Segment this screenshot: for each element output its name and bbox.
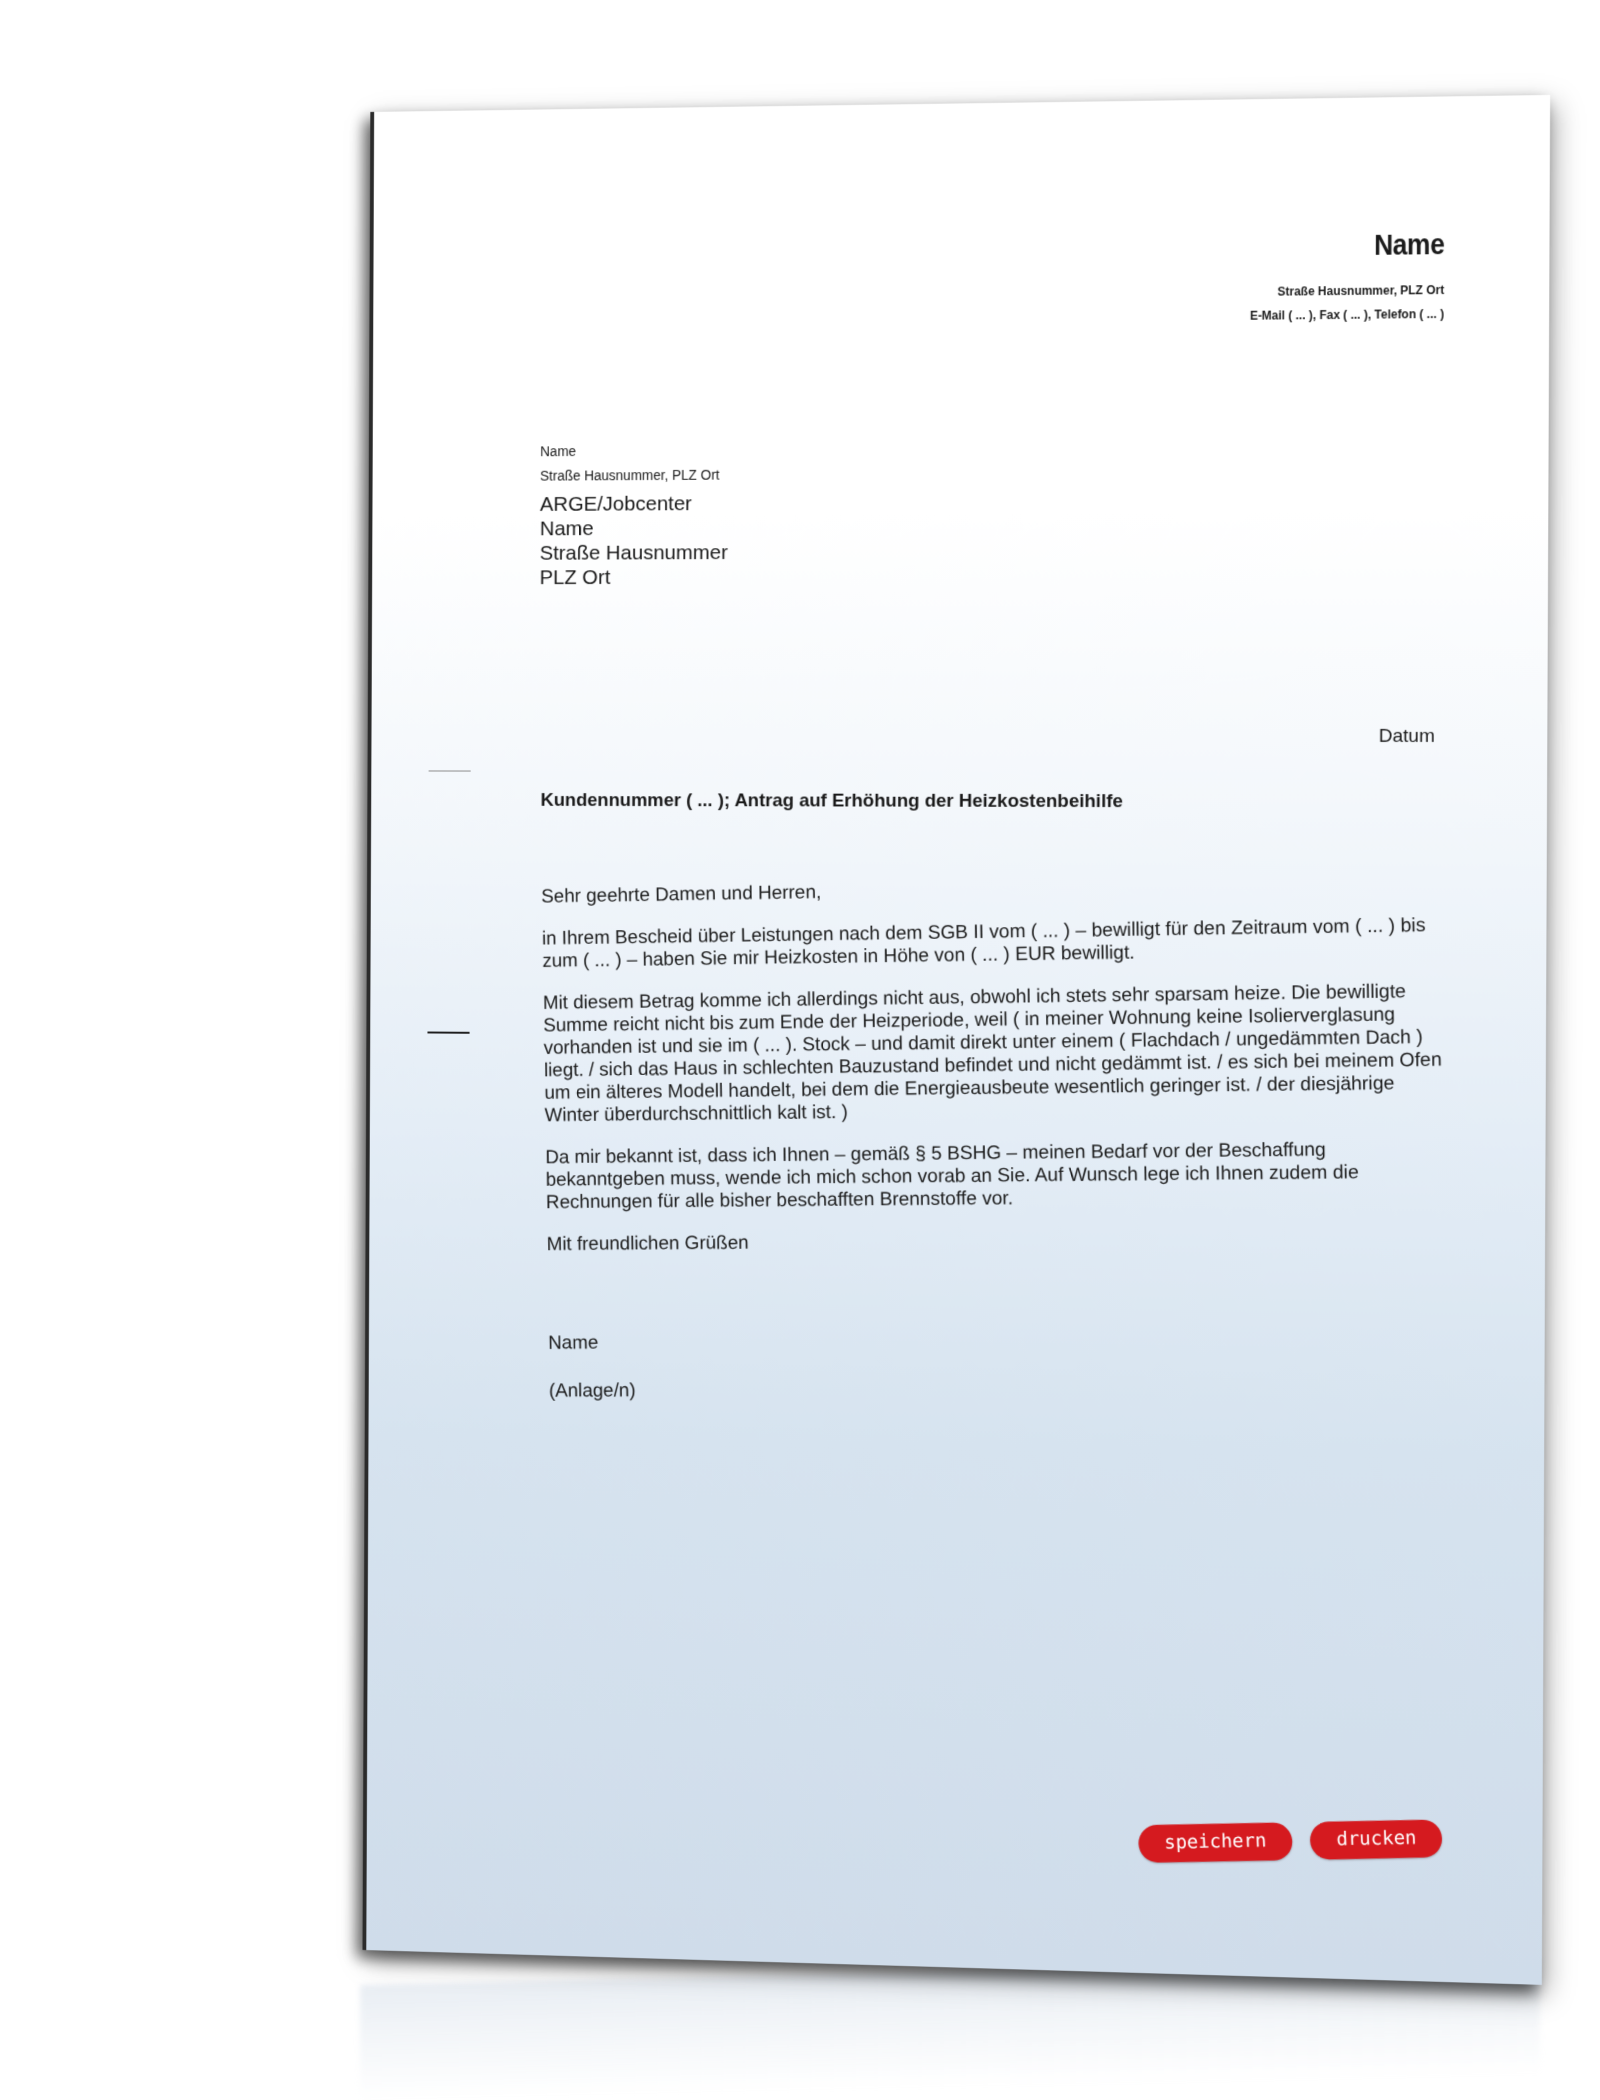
return-address-street: Straße Hausnummer, PLZ Ort (540, 466, 720, 484)
recipient-line-2: Name (539, 517, 594, 541)
letter-sheet (362, 95, 1550, 1985)
recipient-line-4: PLZ Ort (539, 566, 611, 590)
body-paragraph-3: Da mir bekannt ist, dass ich Ihnen – gemäß § 5 BSHG – meinen Bedarf vor der Beschaffung bekanntgeben muss, wende ich mich schon vorab an Sie. Auf Wunsch lege ich Ihnen zudem die Rechnungen für alle bisher beschafften Brennstoffe vor. (545, 1138, 1359, 1214)
fold-mark-top (429, 770, 471, 771)
letter-body (541, 871, 1453, 1422)
sender-letterhead (1233, 228, 1444, 328)
print-button[interactable]: drucken (1309, 1819, 1442, 1859)
save-button[interactable]: speichern (1137, 1822, 1292, 1863)
action-buttons (1124, 1819, 1443, 1863)
letter-subject: Kundennummer ( ... ); Antrag auf Erhöhung der Heizkostenbeihilfe (540, 790, 1123, 813)
salutation: Sehr geehrte Damen und Herren, (541, 881, 822, 908)
sender-name: Name (1373, 228, 1445, 262)
sender-contact: E-Mail ( ... ), Fax ( ... ), Telefon ( ... ) (1249, 305, 1444, 323)
closing-formula: Mit freundlichen Grüßen (546, 1231, 749, 1256)
recipient-line-3: Straße Hausnummer (539, 541, 728, 565)
body-paragraph-2: Mit diesem Betrag komme ich allerdings nicht aus, obwohl ich stets sehr sparsam heize. Die bewilligte Summe reicht nicht bis zum Ende der Heizperiode, weil ( in meiner Wohnung keine Isolierverglasung vorhanden ist und sie im ( ... ). Stock – und damit direkt unter einem ( Flachdach / ungedämmten Dach ) liegt. / sich das Haus in schlechten Bauzustand befindet und nicht gedämmt ist. / es sich bei meinem Ofen um ein älteres Modell handelt, bei dem die Energieausbeute wesentlich geringer ist. / der diesjährige Winter überdurchschnittlich kalt ist. ) (542, 980, 1443, 1127)
punch-mark (427, 1032, 469, 1034)
attachment-note: (Anlage/n) (548, 1379, 636, 1402)
letter-date: Datum (1378, 725, 1435, 747)
signature-name: Name (548, 1331, 599, 1354)
return-address (540, 438, 720, 488)
sender-address: Straße Hausnummer, PLZ Ort (1277, 282, 1444, 299)
return-address-name: Name (540, 443, 577, 460)
recipient-line-1: ARGE/Jobcenter (539, 492, 692, 516)
body-paragraph-1: in Ihrem Bescheid über Leistungen nach dem SGB II vom ( ... ) – bewilligt für den Zeitraum vom ( ... ) bis zum ( ... ) – haben Sie mir Heizkosten in Höhe von ( ... ) EUR bewilligt. (541, 914, 1426, 972)
recipient-address (540, 491, 729, 590)
